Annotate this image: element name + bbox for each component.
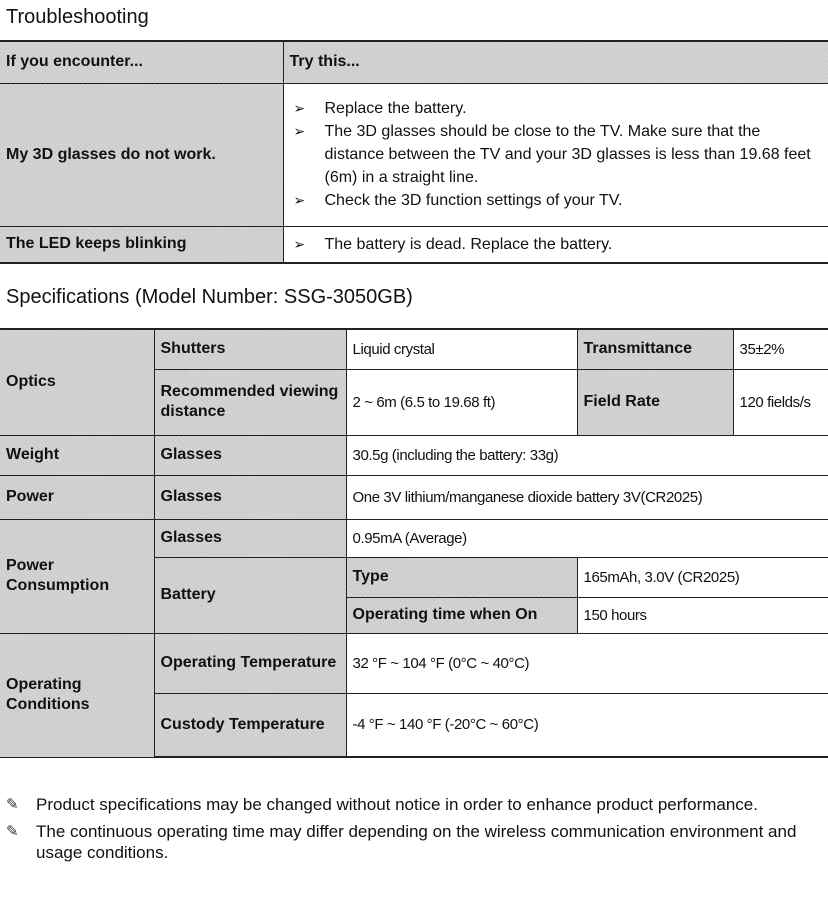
troubleshooting-row [0,226,828,263]
spec-label-transmittance: Transmittance [577,329,733,369]
spec-label-battery: Battery [154,557,346,633]
troubleshooting-header-row [0,41,828,83]
spec-row-consumption-glasses [0,519,828,557]
spec-label-operating-temperature: Operating Temperature [154,633,346,693]
tip-item [290,97,823,120]
problem-cell: My 3D glasses do not work. [0,83,283,226]
arrow-bullet-icon: ➢ [293,100,306,116]
col-header-problem: If you encounter... [0,41,283,83]
arrow-bullet-icon: ➢ [293,192,306,208]
tip-item [290,189,823,212]
spec-category-power-consumption: Power Consumption [0,519,154,633]
solution-cell [283,83,828,226]
arrow-bullet-icon: ➢ [293,235,306,252]
spec-label-operating-time: Operating time when On [346,597,577,633]
spec-value-field-rate: 120 fields/s [733,369,828,435]
notes-section [0,794,820,869]
note-text: Product specifications may be changed without notice in order to enhance product performance. [36,795,758,814]
tip-item [290,120,823,189]
spec-value-consumption-glasses: 0.95mA (Average) [346,519,828,557]
spec-label-consumption-glasses: Glasses [154,519,346,557]
pencil-note-icon: ✎ [6,823,19,840]
pencil-note-icon: ✎ [6,796,19,813]
spec-label-weight-glasses: Glasses [154,435,346,475]
spec-row-shutters [0,329,828,369]
arrow-bullet-icon: ➢ [293,123,306,139]
col-header-solution: Try this... [283,41,828,83]
spec-value-shutters: Liquid crystal [346,329,577,369]
tip-item [290,233,823,256]
spec-value-battery-type: 165mAh, 3.0V (CR2025) [577,557,828,597]
note-item [0,794,820,815]
spec-label-power-glasses: Glasses [154,475,346,519]
spec-value-custody-temperature: -4 °F ~ 140 °F (-20°C ~ 60°C) [346,693,828,757]
spec-label-field-rate: Field Rate [577,369,733,435]
problem-cell: The LED keeps blinking [0,226,283,263]
solution-cell [283,226,828,263]
spec-category-weight: Weight [0,435,154,475]
tip-text: Replace the battery. [324,100,467,117]
spec-row-operating-temperature [0,633,828,693]
spec-label-battery-type: Type [346,557,577,597]
spec-value-transmittance: 35±2% [733,329,828,369]
tip-text: The battery is dead. Replace the battery. [324,235,613,253]
note-text: The continuous operating time may differ depending on the wireless communication environment and usage conditions. [36,822,797,862]
spec-label-shutters: Shutters [154,329,346,369]
spec-value-weight: 30.5g (including the battery: 33g) [346,435,828,475]
spec-value-operating-time: 150 hours [577,597,828,633]
troubleshooting-title: Troubleshooting [6,6,149,28]
spec-category-power: Power [0,475,154,519]
specifications-title: Specifications (Model Number: SSG-3050GB) [6,286,413,308]
spec-value-viewing-distance: 2 ~ 6m (6.5 to 19.68 ft) [346,369,577,435]
spec-label-viewing-distance: Recommended viewing distance [154,369,346,435]
spec-row-weight [0,435,828,475]
tip-text: Check the 3D function settings of your TV. [324,192,623,209]
spec-row-power [0,475,828,519]
note-item [0,821,820,863]
specifications-table [0,328,828,758]
spec-value-power: One 3V lithium/manganese dioxide battery 3V(CR2025) [346,475,828,519]
spec-label-custody-temperature: Custody Temperature [154,693,346,757]
spec-category-operating-conditions: Operating Conditions [0,633,154,757]
spec-value-operating-temperature: 32 °F ~ 104 °F (0°C ~ 40°C) [346,633,828,693]
troubleshooting-row [0,83,828,226]
spec-category-optics: Optics [0,329,154,435]
troubleshooting-table [0,40,828,264]
tip-text: The 3D glasses should be close to the TV. Make sure that the distance between the TV and your 3D glasses is less than 19.68 feet (6m) in a straight line. [324,123,811,186]
